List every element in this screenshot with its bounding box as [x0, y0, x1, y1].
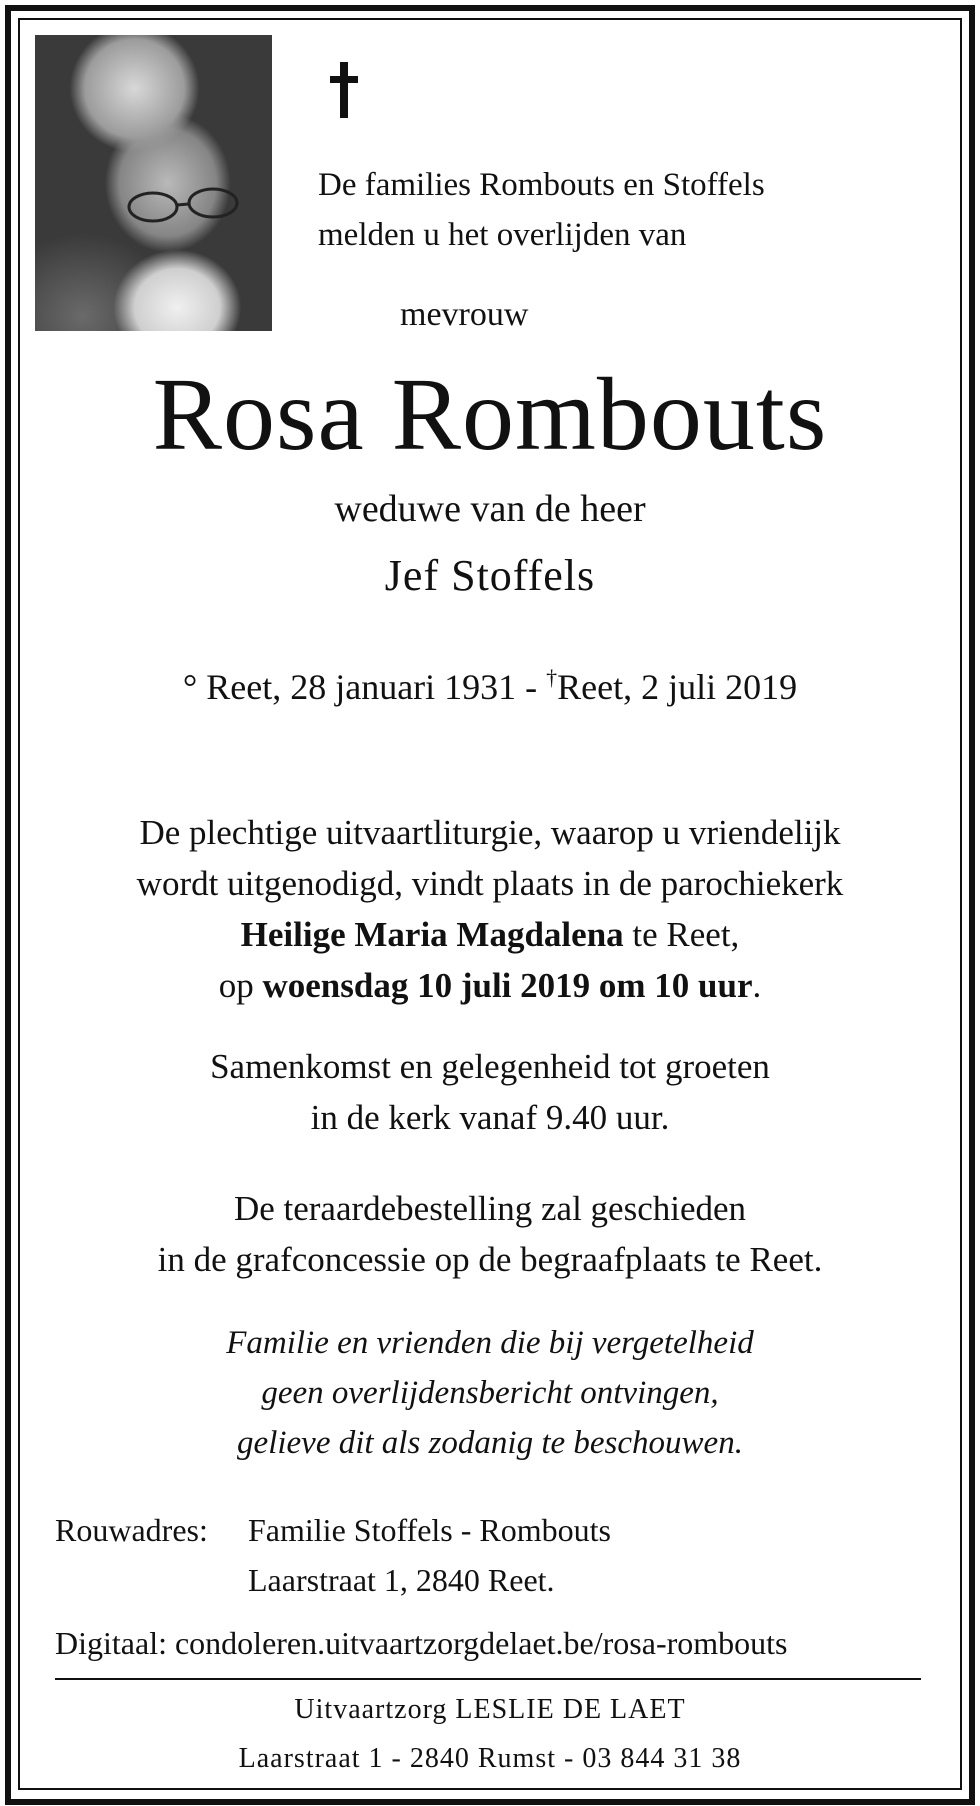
ceremony-line-4: [0, 960, 980, 1011]
death-date: Reet, 2 juli 2019: [557, 667, 798, 707]
gathering-line-2: in de kerk vanaf 9.40 uur.: [310, 1098, 670, 1137]
life-dates: [0, 665, 980, 708]
note-line-1: Familie en vrienden die bij vergetelheid: [226, 1325, 754, 1361]
glasses-shape: [125, 185, 245, 225]
relation-text: weduwe van de heer: [334, 488, 646, 530]
burial-line-1: De teraardebestelling zal geschieden: [233, 1189, 747, 1228]
portrait-photo: [35, 35, 272, 331]
intro-line-1: De families Rombouts en Stoffels: [318, 167, 765, 203]
address-line-2: Laarstraat 1, 2840 Reet.: [248, 1562, 555, 1598]
note-line-3: gelieve dit als zodanig te beschouwen.: [237, 1425, 743, 1461]
intro-line-2: melden u het overlijden van: [318, 217, 687, 253]
funeral-company-contact: Laarstraat 1 - 2840 Rumst - 03 844 31 38: [238, 1743, 742, 1774]
address-line-1: Familie Stoffels - Rombouts: [248, 1512, 611, 1548]
gathering-line-1: Samenkomst en gelegenheid tot groeten: [210, 1047, 770, 1086]
gathering-paragraph: [0, 1041, 980, 1143]
church-suffix: te Reet,: [623, 915, 740, 954]
ceremony-line-1: De plechtige uitvaartliturgie, waarop u vriendelijk: [139, 813, 841, 852]
spouse-name: Jef Stoffels: [384, 551, 596, 600]
note-line-2: geen overlijdensbericht ontvingen,: [261, 1375, 719, 1411]
digital-condolence-link[interactable]: Digitaal: condoleren.uitvaartzorgdelaet.be/rosa-rombouts: [55, 1625, 788, 1661]
honorific: mevrouw: [400, 296, 529, 333]
funeral-company: Uitvaartzorg LESLIE DE LAET: [294, 1694, 686, 1725]
ceremony-line-2: wordt uitgenodigd, vindt plaats in de parochiekerk: [136, 864, 844, 903]
burial-line-2: in de grafconcessie op de begraafplaats te Reet.: [157, 1240, 823, 1279]
death-mark: †: [546, 665, 558, 690]
ceremony-line-3: [0, 909, 980, 960]
date-prefix: op: [218, 966, 263, 1005]
birth-date: Reet, 28 januari 1931 -: [206, 667, 538, 707]
footer-divider: [55, 1678, 921, 1680]
church-name: Heilige Maria Magdalena: [240, 915, 624, 954]
burial-paragraph: [0, 1183, 980, 1285]
birth-mark: °: [182, 667, 198, 707]
ceremony-date: woensdag 10 juli 2019 om 10 uur: [262, 966, 753, 1005]
address-label: Rouwadres:: [55, 1512, 208, 1548]
deceased-name: Rosa Rombouts: [152, 357, 828, 472]
note-paragraph: [0, 1318, 980, 1468]
cross-icon: [330, 62, 358, 118]
ceremony-paragraph: [0, 807, 980, 1011]
date-suffix: .: [752, 966, 762, 1005]
